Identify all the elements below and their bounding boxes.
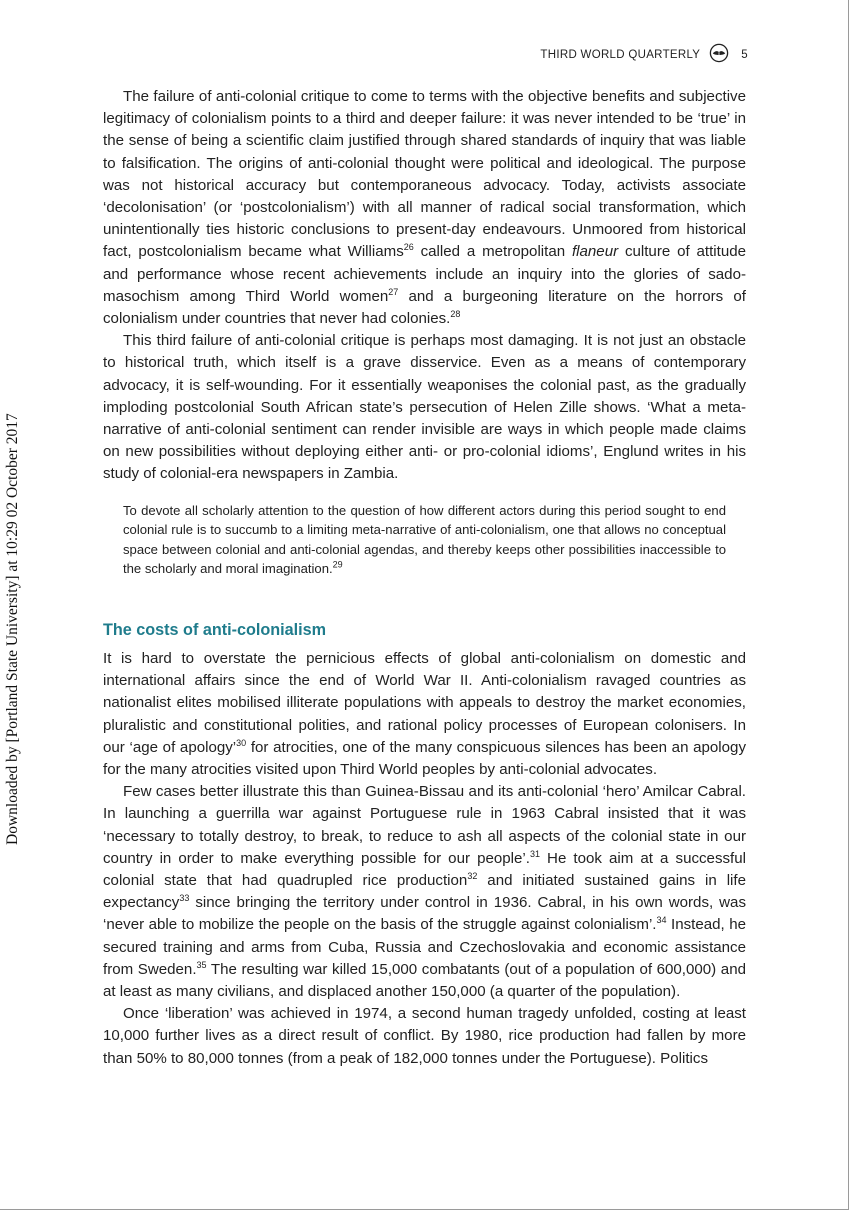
paragraph-5: Once ‘liberation’ was achieved in 1974, a second human tragedy unfolded, costing at least 10,000 further lives as a direct result of conflict. By 1980, rice production had fallen by more than 50% to 80,000 tonnes (from a peak of 182,000 tonnes under the Portuguese). Politics <box>103 1005 746 1067</box>
footnote-ref-29[interactable]: 29 <box>332 560 343 571</box>
footnote-ref-35[interactable]: 35 <box>196 959 207 970</box>
paragraph-4: Few cases better illustrate this than Guinea-Bissau and its anti-colonial ‘hero’ Amilcar Cabral. In launching a guerrilla war against Portuguese rule in 1963 Cabral insisted that it was ‘necessary to totally destroy, to break, to reduce to ash all aspects of the colonial state in our country in order to make everything possible for our people’.$^{31}$ He took aim at a successful colonial state that had quadrupled rice production$^{32}$ and initiated sustained gains in life expectancy$^{33}$ since bringing the territory under control in 1936. Cabral, in his own words, was ‘never able to mobilize the people on the basis of the struggle against colonialism’.$^{34}$ Instead, he secured training and arms from Cuba, Russia and Czechoslovakia and economic assistance from Sweden.$^{35}$ The resulting war killed 15,000 combatants (out of a population of 600,000) and at least as many civilians, and displaced another 150,000 (a quarter of the population). <box>103 783 746 1001</box>
paragraph-3: It is hard to overstate the pernicious effects of global anti-colonialism on domestic and international affairs since the end of World War II. Anti-colonialism ravaged countries as nationalist elites mobilised illiterate populations with appeals to destroy the market economies, pluralistic and constitutional polities, and rational policy processes of European colonisers. In our ‘age of apology’$^{30}$ for atrocities, one of the many conspicuous silences has been an apology for the many atrocities visited upon Third World peoples by anti-colonial advocates. <box>103 650 746 779</box>
block-quote: To devote all scholarly attention to the question of how different actors during this period sought to end colonial rule is to succumb to a limiting meta-narrative of anti-colonialism, one that allows no conceptual space between colonial and anti-colonial agendas, and thereby keeps other possibilities inaccessible to the scholarly and moral imagination.$^{29}$ <box>123 502 726 577</box>
footnote-ref-28[interactable]: 28 <box>450 309 461 319</box>
footnote-ref-30[interactable]: 30 <box>236 737 247 748</box>
download-notice: Downloaded by [Portland State University] at 10:29 02 October 2017 <box>4 413 21 845</box>
footnote-ref-27[interactable]: 27 <box>388 286 399 297</box>
article-body <box>103 86 746 1070</box>
running-header <box>540 43 748 66</box>
journal-logo-icon <box>709 43 729 66</box>
journal-title: THIRD WORLD QUARTERLY <box>540 48 701 61</box>
footnote-ref-32[interactable]: 32 <box>467 871 478 882</box>
footnote-ref-31[interactable]: 31 <box>529 848 540 859</box>
section-heading: The costs of anti-colonialism <box>103 621 327 640</box>
page-number: 5 <box>741 48 748 61</box>
paragraph-2: This third failure of anti-colonial critique is perhaps most damaging. It is not just an obstacle to historical truth, which itself is a grave disservice. Even as a means of contemporary advocacy, it is self-wounding. For it essentially weaponises the colonial past, as the gradually imploding postcolonial South African state’s persecution of Helen Zille shows. ‘What a meta-narrative of anti-colonial sentiment can render invisible are ways in which people made claims on new possibilities without deploying either anti- or pro-colonial idioms’, Englund writes in his study of colonial-era newspapers in Zambia. <box>103 332 746 483</box>
footnote-ref-26[interactable]: 26 <box>403 242 414 253</box>
footnote-ref-34[interactable]: 34 <box>656 915 667 926</box>
paragraph-1: The failure of anti-colonial critique to come to terms with the objective benefits and subjective legitimacy of colonialism points to a third and deeper failure: it was never intended to be ‘true’ in the sense of being a scientific claim justified through shared standards of inquiry that was liable to falsification. The origins of anti-colonial thought were political and ideological. The purpose was not historical accuracy but contemporaneous advocacy. Today, activists associate ‘decolonisation’ (or ‘postcolonialism’) with all manner of radical social transformation, which unintentionally ties historic conclusions to present-day endeavours. Unmoored from historical fact, postcolonialism became what Williams$^{26}$ called a metropolitan flaneur culture of attitude and performance whose recent achievements include an inquiry into the glories of sado-masochism among Third World women$^{27}$ and a burgeoning literature on the horrors of colonialism under countries that never had colonies.$^{28}$ <box>103 88 746 328</box>
footnote-ref-33[interactable]: 33 <box>179 893 190 904</box>
